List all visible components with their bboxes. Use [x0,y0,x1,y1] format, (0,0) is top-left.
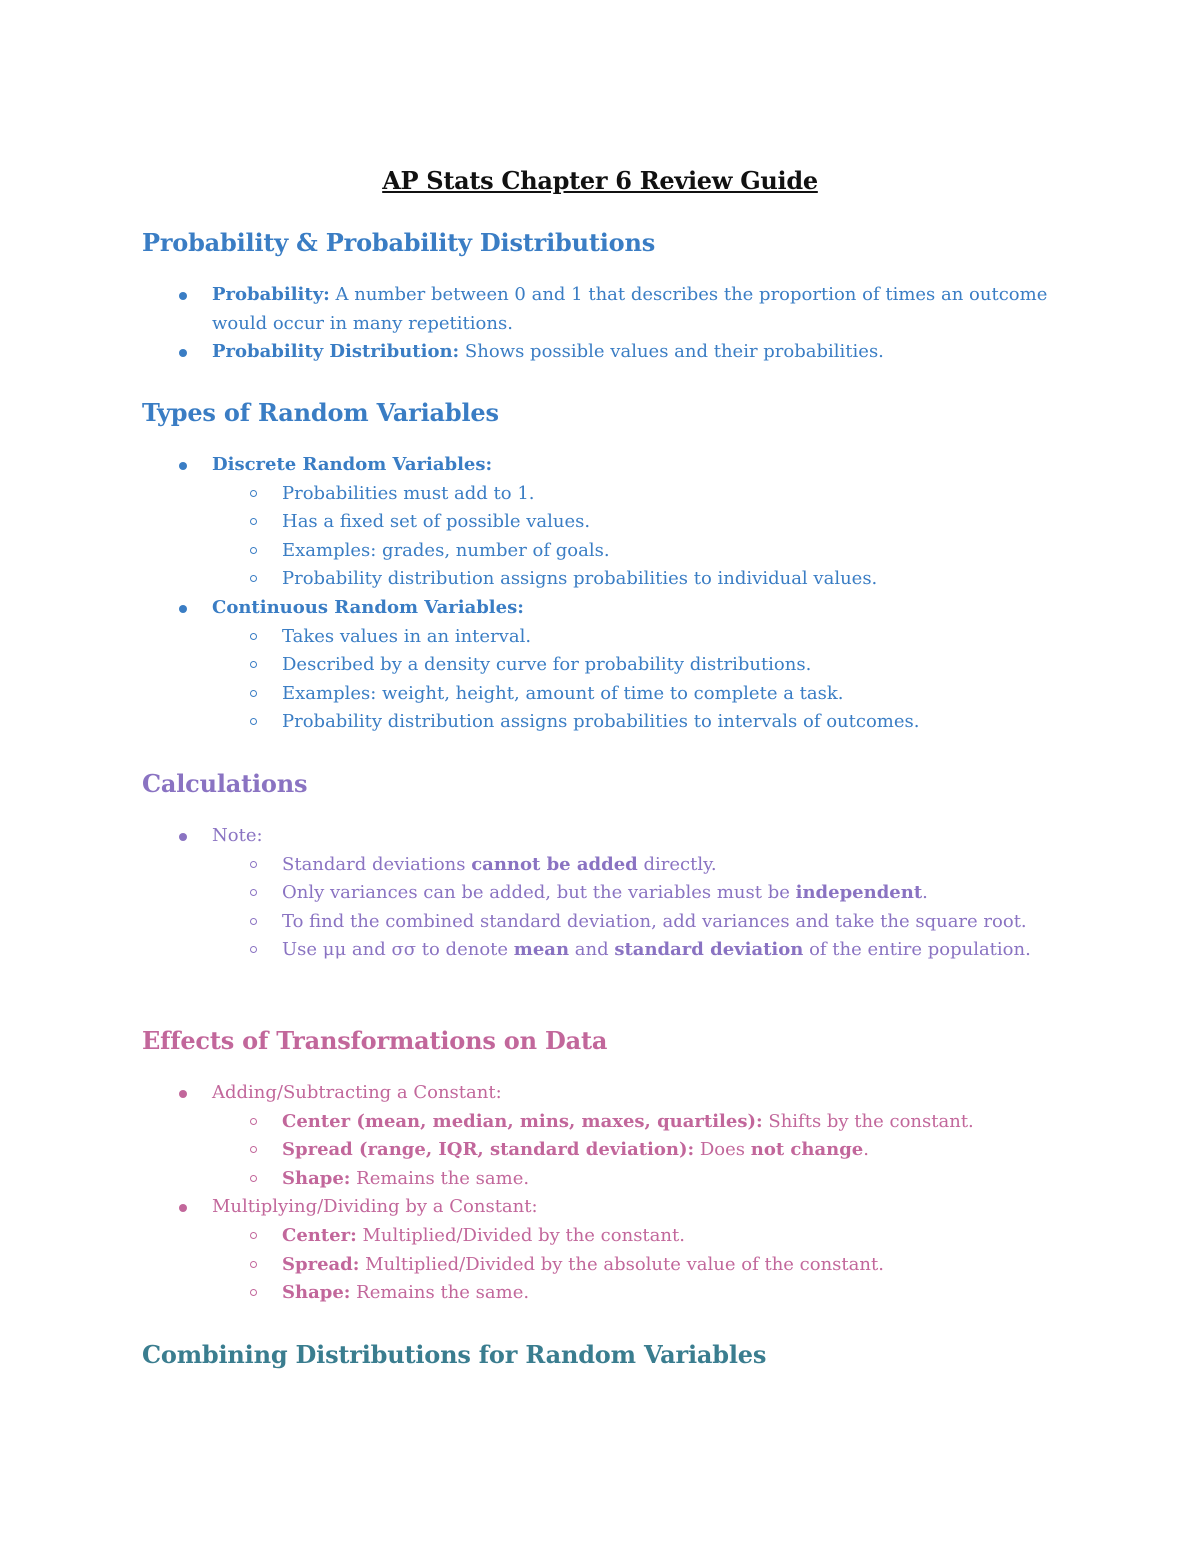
list-item [142,594,1102,737]
term: Probability: [212,284,330,305]
sub-item [212,936,1102,965]
sub-item-text: To find the combined standard deviation, add variances and take the square root. [282,910,1027,932]
sub-item [212,879,1102,908]
sub-item-text: Takes values in an interval. [282,625,532,647]
term: Shape: [282,1282,351,1304]
list-item [142,1193,1102,1307]
circle-bullet-icon [250,918,257,925]
definition: A number between 0 and 1 that describes the proportion of times an outcome would occur in many repetitions. [212,284,1048,334]
circle-bullet-icon [250,889,257,896]
sub-list [212,1108,1102,1194]
list-item [142,338,1102,367]
emphasis: standard deviation [614,939,804,961]
sub-list [212,623,1102,737]
bullet-icon [179,605,187,613]
sub-item [212,651,1102,680]
sub-list [212,1222,1102,1308]
list-item [142,451,1102,594]
sub-item-text: Only variances can be added, but the variables must be [282,882,796,904]
circle-bullet-icon [250,718,257,725]
circle-bullet-icon [250,547,257,554]
sub-item-text: . [922,882,928,904]
section-heading: Combining Distributions for Random Variables [142,1340,767,1369]
circle-bullet-icon [250,1289,257,1296]
sub-list [212,851,1102,965]
emphasis: cannot be added [471,853,638,875]
sub-item [212,708,1102,737]
circle-bullet-icon [250,518,257,525]
list-item [142,822,1102,965]
bullet-list [142,451,1102,737]
sub-item [212,1251,1102,1280]
sub-item [212,1136,1102,1165]
term: Center (mean, median, mins, maxes, quartiles): [282,1110,763,1132]
bullet-icon [179,462,187,470]
bullet-list [142,822,1102,965]
section-heading: Calculations [142,769,308,798]
section-heading: Effects of Transformations on Data [142,1026,608,1055]
sub-item-text: Use μμ and σσ to denote [282,939,514,961]
sub-item-text: Standard deviations [282,853,472,875]
bullet-icon [179,292,187,300]
definition: Shows possible values and their probabilities. [459,341,884,363]
emphasis: mean [513,939,570,961]
sub-item [212,480,1102,509]
sub-item [212,508,1102,537]
note-label: Note: [212,825,263,846]
sub-item-text: Probability distribution assigns probabilities to intervals of outcomes. [282,711,920,733]
term: Multiplying/Dividing by a Constant: [212,1196,538,1218]
term: Continuous Random Variables: [212,596,524,618]
page-title: AP Stats Chapter 6 Review Guide [382,166,818,195]
sub-item-text: Described by a density curve for probability distributions. [282,654,812,676]
circle-bullet-icon [250,1118,257,1125]
sub-item-text: Shifts by the constant. [762,1110,974,1132]
sub-item-text: and [569,939,615,961]
bullet-icon [179,1204,187,1212]
sub-item [212,908,1102,937]
sub-item [212,680,1102,709]
term: Discrete Random Variables: [212,454,493,475]
circle-bullet-icon [250,490,257,497]
sub-item-text: Has a fixed set of possible values. [282,511,591,533]
sub-item-text: Remains the same. [350,1167,530,1189]
sub-item-text: Does [694,1139,751,1161]
section-heading: Probability & Probability Distributions [142,228,656,257]
term: Center: [282,1224,357,1246]
sub-item-text: of the entire population. [803,939,1031,961]
sub-item [212,1279,1102,1308]
sub-item [212,851,1102,880]
circle-bullet-icon [250,1175,257,1182]
section-probability [142,227,1102,367]
sub-item-text: Multiplied/Divided by the constant. [356,1224,685,1246]
circle-bullet-icon [250,1146,257,1153]
sub-item-text: Remains the same. [350,1282,530,1304]
section-types [142,397,1102,737]
section-calculations [142,768,1102,965]
section-heading: Types of Random Variables [142,398,499,427]
sub-item [212,1222,1102,1251]
term: Shape: [282,1167,351,1189]
circle-bullet-icon [250,633,257,640]
term: Adding/Subtracting a Constant: [212,1082,502,1103]
bullet-list [142,1079,1102,1308]
list-item [142,281,1102,338]
sub-item-text: Probability distribution assigns probabilities to individual values. [282,568,878,590]
sub-item-text: Multiplied/Divided by the absolute value of the constant. [359,1253,884,1275]
section-combining [142,1339,1102,1371]
bullet-icon [179,833,187,841]
term: Probability Distribution: [212,341,460,363]
emphasis: independent [795,882,923,904]
term: Spread (range, IQR, standard deviation): [282,1139,695,1161]
sub-item [212,623,1102,652]
sub-item [212,565,1102,594]
sub-list [212,480,1102,594]
circle-bullet-icon [250,690,257,697]
list-item [142,1079,1102,1193]
circle-bullet-icon [250,861,257,868]
section-transformations [142,1025,1102,1308]
sub-item-text: directly. [637,853,717,875]
sub-item [212,537,1102,566]
sub-item-text: Examples: grades, number of goals. [282,539,610,561]
sub-item-text: Probabilities must add to 1. [282,482,535,504]
sub-item-text: Examples: weight, height, amount of time to complete a task. [282,682,844,704]
term: Spread: [282,1253,360,1275]
circle-bullet-icon [250,946,257,953]
circle-bullet-icon [250,1261,257,1268]
sub-item [212,1165,1102,1194]
circle-bullet-icon [250,661,257,668]
bullet-icon [179,1090,187,1098]
circle-bullet-icon [250,1232,257,1239]
bullet-icon [179,349,187,357]
sub-item-text: . [863,1139,869,1161]
circle-bullet-icon [250,575,257,582]
bullet-list [142,281,1102,367]
sub-item [212,1108,1102,1137]
emphasis: not change [750,1139,864,1161]
